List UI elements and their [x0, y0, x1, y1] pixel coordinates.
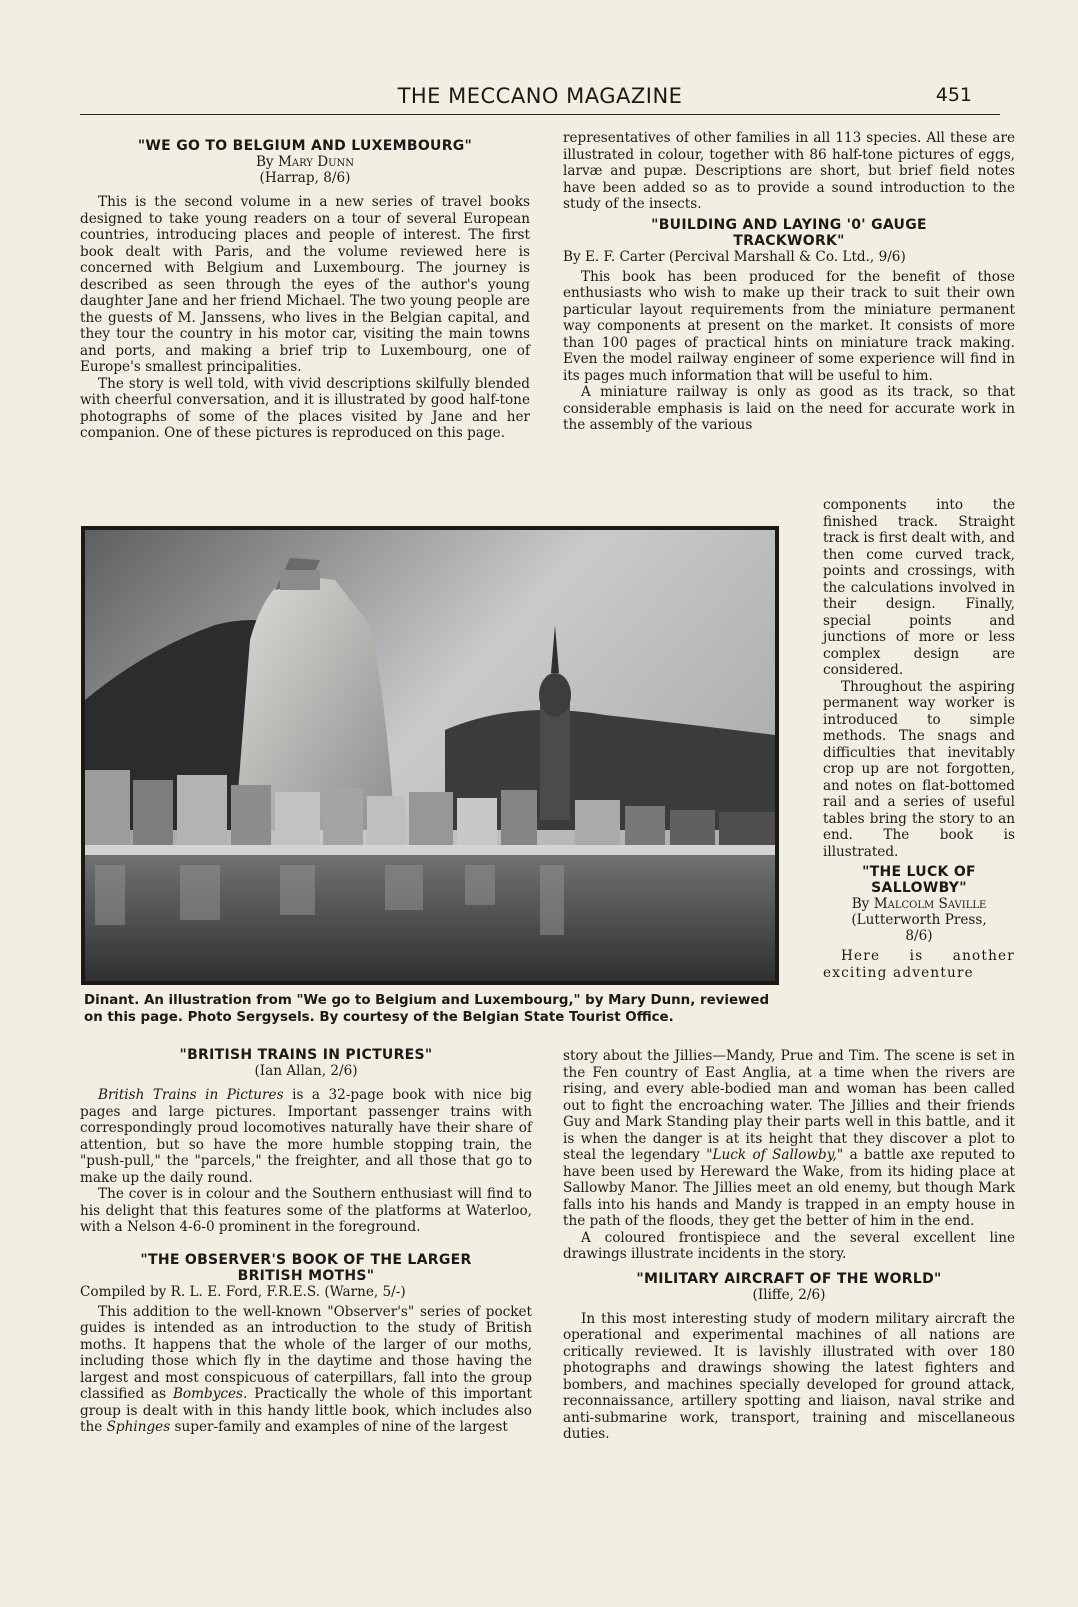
trackwork-byline: By E. F. Carter (Percival Marshall & Co. Ltd., 9/6) [563, 248, 906, 265]
moths-byline: Compiled by R. L. E. Ford, F.R.E.S. (Warne, 5/-) [80, 1283, 406, 1300]
right-column-top [563, 130, 1015, 434]
luck-paragraph-2: A coloured frontispiece and the several excellent line drawings illustrate incidents in the story. [563, 1229, 1015, 1262]
moths-continuation: representatives of other families in all 113 species. All these are illustrated in colour, together with 86 half-tone pictures of eggs, larvæ and pupæ. Descriptions are short, but brief field notes have been added so as to provide a sound introduction to the study of the insects. [563, 130, 1015, 212]
trains-title-italic: British Trains in Pictures [98, 1087, 284, 1103]
trackwork-paragraph-3: Throughout the aspiring permanent way worker is introduced to simple methods. The snags and difficulties that inevitably crop up are not forgotten, and notes on flat-bottomed rail and a series of useful tables bring the story to an end. The book is illustrated. [823, 678, 1015, 860]
dinant-photograph [81, 526, 779, 985]
page-number: 451 [935, 84, 972, 106]
belgium-author: Mary Dunn [277, 154, 355, 170]
trains-heading: "BRITISH TRAINS IN PICTURES" [179, 1047, 433, 1063]
left-column-bottom [80, 1047, 532, 1436]
photo-caption: Dinant. An illustration from "We go to Belgium and Luxembourg," by Mary Dunn, reviewed on this page. Photo Sergysels. By courtesy of the Belgian State Tourist Office. [84, 993, 770, 1025]
luck-paragraph-body [563, 1048, 1015, 1230]
dinant-photo-illustration [85, 530, 775, 981]
luck-paragraph-start: Here is another exciting adventure [823, 948, 1015, 981]
luck-body-end: a battle axe reputed to have been used by Hereward the Wake, from its hiding place at Sallowby Manor. The Jillies meet an old enemy, but though Mark falls into his hands and Mandy is trapped in an empty house in the path of the floods, they get the better of him in the end. [563, 1147, 1016, 1229]
luck-title-italic: "Luck of Sallowby," [706, 1147, 844, 1163]
trackwork-narrow-column [823, 497, 1015, 981]
trackwork-paragraph-2b: components into the finished track. Straight track is first dealt with, and then come curved track, points and crossings, with the calculations involved in their design. Finally, special points and junctions of more or less complex design are considered. [823, 497, 1015, 678]
moths-text-c: Practically the whole of this important group is dealt with in this handy little book, which includes also the [80, 1386, 533, 1435]
trackwork-heading-line-2: TRACKWORK" [733, 232, 845, 249]
moths-heading-line-2: BRITISH MOTHS" [237, 1267, 375, 1284]
belgium-byline [80, 154, 530, 170]
aircraft-publisher: (Iliffe, 2/6) [752, 1286, 826, 1303]
trackwork-paragraph-1: This book has been produced for the benefit of those enthusiasts who wish to make up their track to suit their own particular layout requirements from the miniature permanent way components at present on the market. It consists of more than 100 pages of practical hints on miniature track making. Even the model railway engineer of some experience will find in its pages much information that will be useful to him. [563, 268, 1015, 384]
trains-body-text: is a 32-page book with nice big pages and large pictures. Important passenger trains with correspondingly proud locomotives naturally have their share of attention, but so have the more humble stopping train, the "push-pull," the "parcels," the freighter, and all those that go to make up the daily round. [80, 1087, 532, 1186]
moths-sphinges-italic: Sphinges [106, 1419, 171, 1435]
belgium-paragraph-1: This is the second volume in a new series of travel books designed to take young readers on a tour of several European countries, introducing places and people of interest. The first book dealt with Paris, and the volume reviewed here is concerned with Belgium and Luxembourg. The journey is described as seen through the eyes of the author's young daughter Jane and her friend Michael. The two young people are the guests of M. Janssens, who lives in the Belgian capital, and they tour the country in his motor car, visiting the main towns and ports, and making a brief trip to Luxembourg, one of Europe's smallest principalities. [80, 194, 530, 375]
luck-byline [823, 896, 1015, 912]
moths-heading-line-1: "THE OBSERVER'S BOOK OF THE LARGER [140, 1251, 472, 1268]
belgium-publisher: (Harrap, 8/6) [259, 170, 351, 186]
luck-author: Malcolm Saville [873, 896, 987, 912]
by-word: By [851, 896, 870, 912]
belgium-review [80, 138, 530, 442]
by-word: By [255, 154, 274, 170]
aircraft-heading: "MILITARY AIRCRAFT OF THE WORLD" [636, 1270, 942, 1287]
belgium-paragraph-2: The story is well told, with vivid descriptions skilfully blended with cheerful conversation, and it is illustrated by good half-tone photographs of some of the places visited by Jane and her companion. One of these pictures is reproduced on this page. [80, 375, 530, 441]
moths-bombyces-italic: Bombyces. [172, 1386, 248, 1402]
belgium-heading: "WE GO TO BELGIUM AND LUXEMBOURG" [137, 138, 473, 154]
masthead [80, 84, 1000, 115]
luck-heading-line-2: SALLOWBY" [871, 880, 967, 896]
luck-review-continuation [563, 1048, 1015, 1443]
moths-text-e: super-family and examples of nine of the largest [174, 1419, 508, 1435]
trains-publisher: (Ian Allan, 2/6) [254, 1063, 358, 1079]
moths-paragraph-1 [80, 1304, 532, 1436]
trains-paragraph-1 [80, 1087, 532, 1186]
luck-publisher-line-2: 8/6) [905, 928, 933, 944]
luck-publisher-line-1: (Lutterworth Press, [851, 912, 987, 928]
moths-text-a: This addition to the well-known "Observer's" series of pocket guides is intended as an introduction to the study of British moths. It happens that the whole of the larger of our moths, including those which fly in the daytime and those having the largest and most conspicuous of caterpillars, fall into the group classified as [80, 1303, 532, 1402]
luck-body-text: story about the Jillies—Mandy, Prue and Tim. The scene is set in the Fen country of East Anglia, at a time when the rivers are rising, and every able-bodied man and woman has been called out to fight the encroaching water. The Jillies and their friends Guy and Mark Standing play their parts well in this battle, and it is when the danger is at its height that they discover a plot to steal the legendary [563, 1048, 1015, 1163]
trackwork-paragraph-2a: A miniature railway is only as good as its track, so that considerable emphasis is laid on the need for accurate work in the assembly of the various [563, 384, 1015, 433]
trackwork-heading-line-1: "BUILDING AND LAYING '0' GAUGE [651, 216, 927, 233]
magazine-title: THE MECCANO MAGAZINE [397, 84, 683, 108]
trains-paragraph-2: The cover is in colour and the Southern enthusiast will find to his delight that this features some of the platforms at Waterloo, with a Nelson 4-6-0 prominent in the foreground. [80, 1186, 532, 1235]
aircraft-paragraph-1: In this most interesting study of modern military aircraft the operational and experimental machines of all nations are critically reviewed. It is lavishly illustrated with over 180 photographs and drawings showing the latest fighters and bombers, and machines specially developed for ground attack, reconnaissance, artillery spotting and liaison, naval strike and anti-submarine work, transport, training and miscellaneous duties. [563, 1310, 1015, 1442]
luck-heading-line-1: "THE LUCK OF [862, 864, 976, 880]
